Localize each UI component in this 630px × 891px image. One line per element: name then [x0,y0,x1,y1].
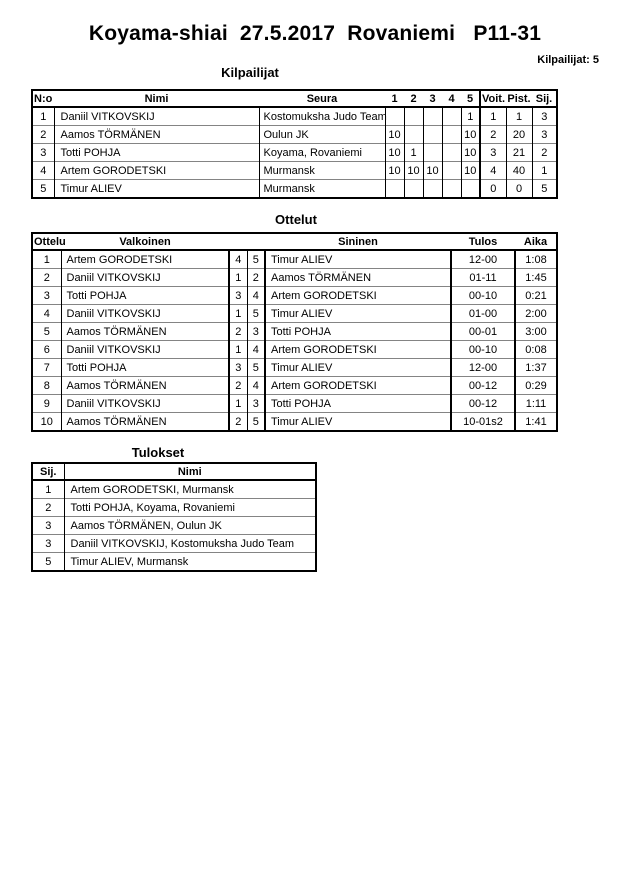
col-header-r3: 3 [423,90,442,107]
matches-cell-blue_no: 5 [247,359,265,377]
matches-table [31,232,558,432]
competitors-cell-r4 [442,180,461,199]
competitors-cell-r4 [442,126,461,144]
results-cell-name: Timur ALIEV, Murmansk [64,553,316,572]
competitors-cell-no: 1 [32,107,54,126]
matches-cell-white: Aamos TÖRMÄNEN [61,323,229,341]
matches-row [32,359,557,377]
col-header-place: Sij. [532,90,557,107]
matches-cell-blue: Totti POHJA [265,323,451,341]
competitors-cell-r2: 10 [404,162,423,180]
matches-cell-time: 1:37 [515,359,557,377]
competitors-row [32,126,557,144]
competitors-row [32,107,557,126]
col-header-numbers [229,233,265,250]
matches-cell-white: Totti POHJA [61,287,229,305]
matches-cell-blue: Timur ALIEV [265,250,451,269]
competitors-table [31,89,558,199]
matches-cell-score: 12-00 [451,359,515,377]
matches-cell-white: Totti POHJA [61,359,229,377]
matches-row [32,413,557,432]
results-cell-place: 5 [32,553,64,572]
matches-cell-white_no: 2 [229,377,247,395]
competitors-cell-r1 [385,107,404,126]
competitors-cell-points: 21 [506,144,532,162]
matches-cell-white: Artem GORODETSKI [61,250,229,269]
competitors-cell-r5: 10 [461,144,480,162]
matches-row [32,305,557,323]
matches-cell-white_no: 1 [229,269,247,287]
competitors-cell-points: 1 [506,107,532,126]
matches-row [32,323,557,341]
col-header-place: Sij. [32,463,64,480]
matches-cell-no: 2 [32,269,61,287]
competitors-cell-r3 [423,107,442,126]
col-header-white: Valkoinen [61,233,229,250]
competitors-cell-name: Aamos TÖRMÄNEN [54,126,259,144]
results-cell-name: Aamos TÖRMÄNEN, Oulun JK [64,517,316,535]
results-header-row [32,463,316,480]
matches-cell-white_no: 3 [229,287,247,305]
matches-cell-white_no: 4 [229,250,247,269]
competitors-cell-r1: 10 [385,126,404,144]
competitors-cell-r3 [423,126,442,144]
competitors-cell-r2: 1 [404,144,423,162]
col-header-r4: 4 [442,90,461,107]
competitors-cell-name: Totti POHJA [54,144,259,162]
matches-cell-white_no: 3 [229,359,247,377]
matches-row [32,341,557,359]
competitors-cell-wins: 0 [480,180,506,199]
results-row [32,553,316,572]
matches-row [32,269,557,287]
col-header-no: N:o [32,90,54,107]
col-header-r5: 5 [461,90,480,107]
results-cell-name: Daniil VITKOVSKIJ, Kostomuksha Judo Team [64,535,316,553]
matches-cell-white_no: 2 [229,413,247,432]
results-heading: Tulokset [131,445,185,460]
matches-cell-blue: Timur ALIEV [265,359,451,377]
matches-cell-score: 00-10 [451,287,515,305]
matches-cell-blue: Aamos TÖRMÄNEN [265,269,451,287]
matches-cell-blue_no: 5 [247,413,265,432]
matches-cell-no: 7 [32,359,61,377]
matches-cell-score: 00-12 [451,395,515,413]
matches-cell-score: 12-00 [451,250,515,269]
matches-cell-white_no: 1 [229,341,247,359]
competitors-count-label: Kilpailijat: 5 [537,54,599,66]
matches-row [32,250,557,269]
competitors-cell-r2 [404,126,423,144]
col-header-r2: 2 [404,90,423,107]
matches-cell-time: 1:41 [515,413,557,432]
matches-cell-no: 4 [32,305,61,323]
competitors-cell-r3 [423,144,442,162]
competitors-cell-no: 4 [32,162,54,180]
competitors-cell-no: 2 [32,126,54,144]
competitors-cell-place: 3 [532,107,557,126]
matches-cell-no: 8 [32,377,61,395]
matches-cell-blue_no: 4 [247,341,265,359]
competitors-cell-name: Daniil VITKOVSKIJ [54,107,259,126]
matches-cell-blue: Timur ALIEV [265,305,451,323]
matches-cell-no: 1 [32,250,61,269]
matches-cell-blue_no: 3 [247,323,265,341]
matches-cell-blue: Timur ALIEV [265,413,451,432]
results-row [32,535,316,553]
matches-cell-blue_no: 4 [247,287,265,305]
col-header-match-no: Ottelu [32,233,61,250]
matches-cell-white: Daniil VITKOVSKIJ [61,269,229,287]
competitors-cell-place: 2 [532,144,557,162]
col-header-r1: 1 [385,90,404,107]
matches-cell-no: 6 [32,341,61,359]
matches-cell-white: Daniil VITKOVSKIJ [61,341,229,359]
matches-cell-white: Aamos TÖRMÄNEN [61,377,229,395]
matches-cell-white_no: 1 [229,395,247,413]
competitors-cell-points: 0 [506,180,532,199]
results-row [32,499,316,517]
matches-cell-time: 0:29 [515,377,557,395]
matches-cell-white: Aamos TÖRMÄNEN [61,413,229,432]
competitors-cell-club: Koyama, Rovaniemi [259,144,385,162]
matches-cell-white: Daniil VITKOVSKIJ [61,395,229,413]
matches-cell-blue: Artem GORODETSKI [265,287,451,305]
competitors-cell-r5: 1 [461,107,480,126]
matches-cell-time: 2:00 [515,305,557,323]
competitors-cell-place: 5 [532,180,557,199]
matches-cell-time: 1:11 [515,395,557,413]
matches-cell-white_no: 2 [229,323,247,341]
col-header-time: Aika [515,233,557,250]
matches-cell-score: 01-00 [451,305,515,323]
matches-cell-blue_no: 5 [247,305,265,323]
competitors-row [32,180,557,199]
matches-cell-blue_no: 3 [247,395,265,413]
competitors-cell-place: 3 [532,126,557,144]
results-row [32,480,316,499]
col-header-points: Pist. [506,90,532,107]
competitors-cell-points: 20 [506,126,532,144]
matches-cell-time: 0:08 [515,341,557,359]
col-header-wins: Voit. [480,90,506,107]
competitors-cell-wins: 1 [480,107,506,126]
competitors-cell-r4 [442,162,461,180]
matches-cell-score: 00-01 [451,323,515,341]
matches-cell-no: 9 [32,395,61,413]
matches-cell-blue: Artem GORODETSKI [265,377,451,395]
matches-cell-no: 3 [32,287,61,305]
matches-cell-score: 00-12 [451,377,515,395]
competitors-cell-r3 [423,180,442,199]
competitors-cell-r5: 10 [461,126,480,144]
competitors-cell-points: 40 [506,162,532,180]
results-cell-place: 2 [32,499,64,517]
matches-cell-white: Daniil VITKOVSKIJ [61,305,229,323]
competitors-cell-club: Murmansk [259,162,385,180]
competitors-cell-r4 [442,107,461,126]
competitors-cell-wins: 3 [480,144,506,162]
matches-cell-no: 5 [32,323,61,341]
competitors-cell-r1 [385,180,404,199]
matches-cell-score: 01-11 [451,269,515,287]
competitors-heading: Kilpailijat [221,65,279,80]
matches-cell-blue: Totti POHJA [265,395,451,413]
matches-cell-blue_no: 5 [247,250,265,269]
competitors-cell-place: 1 [532,162,557,180]
matches-cell-time: 1:08 [515,250,557,269]
competitors-cell-r5: 10 [461,162,480,180]
competitors-cell-name: Timur ALIEV [54,180,259,199]
competitors-cell-r2 [404,107,423,126]
competitors-cell-wins: 4 [480,162,506,180]
matches-cell-white_no: 1 [229,305,247,323]
matches-cell-blue_no: 2 [247,269,265,287]
results-cell-name: Artem GORODETSKI, Murmansk [64,480,316,499]
results-cell-name: Totti POHJA, Koyama, Rovaniemi [64,499,316,517]
col-header-club: Seura [259,90,385,107]
competitors-cell-club: Murmansk [259,180,385,199]
results-cell-place: 3 [32,517,64,535]
matches-cell-time: 1:45 [515,269,557,287]
competitors-cell-club: Oulun JK [259,126,385,144]
col-header-name: Nimi [64,463,316,480]
results-table [31,462,317,572]
col-header-score: Tulos [451,233,515,250]
results-cell-place: 1 [32,480,64,499]
col-header-blue: Sininen [265,233,451,250]
competitors-cell-r1: 10 [385,162,404,180]
competitors-cell-wins: 2 [480,126,506,144]
page-title: Koyama-shiai 27.5.2017 Rovaniemi P11-31 [88,22,542,45]
matches-row [32,377,557,395]
matches-cell-blue_no: 4 [247,377,265,395]
competitors-cell-r1: 10 [385,144,404,162]
competitors-cell-club: Kostomuksha Judo Team [259,107,385,126]
competitors-row [32,162,557,180]
competitors-cell-r4 [442,144,461,162]
competitors-row [32,144,557,162]
matches-cell-blue: Artem GORODETSKI [265,341,451,359]
matches-cell-score: 00-10 [451,341,515,359]
matches-heading: Ottelut [275,212,317,227]
competitors-cell-r5 [461,180,480,199]
competitors-cell-no: 3 [32,144,54,162]
matches-row [32,287,557,305]
matches-cell-time: 0:21 [515,287,557,305]
matches-cell-no: 10 [32,413,61,432]
matches-cell-score: 10-01s2 [451,413,515,432]
results-row [32,517,316,535]
competitors-cell-no: 5 [32,180,54,199]
results-cell-place: 3 [32,535,64,553]
competitors-cell-name: Artem GORODETSKI [54,162,259,180]
competitors-header-row [32,90,557,107]
col-header-name: Nimi [54,90,259,107]
matches-header-row [32,233,557,250]
competitors-cell-r2 [404,180,423,199]
matches-row [32,395,557,413]
matches-cell-time: 3:00 [515,323,557,341]
competitors-cell-r3: 10 [423,162,442,180]
